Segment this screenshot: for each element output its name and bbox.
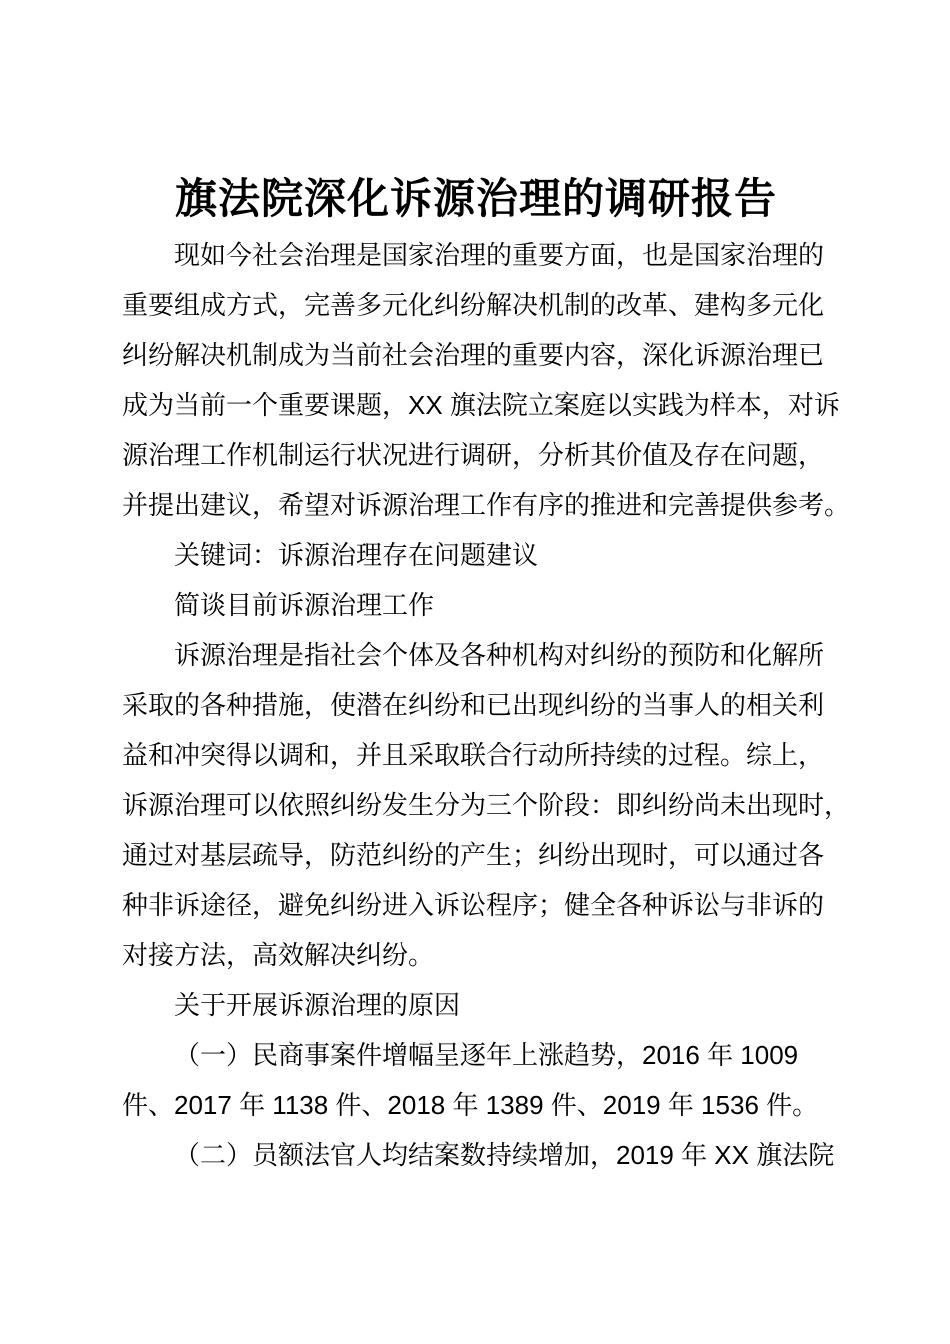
body-line-16: 关于开展诉源治理的原因 xyxy=(174,990,461,1020)
body-line-12: 诉源治理可以依照纠纷发生分为三个阶段：即纠纷尚未出现时， xyxy=(122,790,851,820)
body-line-9: 诉源治理是指社会个体及各种机构对纠纷的预防和化解所 xyxy=(174,640,825,670)
document-body xyxy=(122,230,851,1180)
document-content xyxy=(122,170,851,1180)
body-line-17: （一）民商事案件增幅呈逐年上涨趋势，2016 年 1009 xyxy=(174,1040,799,1070)
body-line-15: 对接方法，高效解决纠纷。 xyxy=(122,940,435,970)
body-line-6: 并提出建议，希望对诉源治理工作有序的推进和完善提供参考。 xyxy=(122,490,851,520)
body-line-14: 种非诉途径，避免纠纷进入诉讼程序；健全各种诉讼与非诉的 xyxy=(122,890,825,920)
body-line-2: 重要组成方式，完善多元化纠纷解决机制的改革、建构多元化 xyxy=(122,290,825,320)
body-line-3: 纠纷解决机制成为当前社会治理的重要内容，深化诉源治理已 xyxy=(122,340,825,370)
body-line-11: 益和冲突得以调和，并且采取联合行动所持续的过程。综上， xyxy=(122,740,825,770)
body-line-7: 关键词：诉源治理存在问题建议 xyxy=(174,540,539,570)
body-line-4: 成为当前一个重要课题，XX 旗法院立案庭以实践为样本，对诉 xyxy=(122,390,840,420)
body-line-13: 通过对基层疏导，防范纠纷的产生；纠纷出现时，可以通过各 xyxy=(122,840,825,870)
body-line-8: 简谈目前诉源治理工作 xyxy=(174,590,435,620)
body-line-1: 现如今社会治理是国家治理的重要方面，也是国家治理的 xyxy=(174,240,825,270)
body-line-10: 采取的各种措施，使潜在纠纷和已出现纠纷的当事人的相关利 xyxy=(122,690,825,720)
document-title: 旗法院深化诉源治理的调研报告 xyxy=(174,177,777,223)
body-line-18: 件、2017 年 1138 件、2018 年 1389 件、2019 年 1536 件。 xyxy=(122,1090,819,1120)
body-line-5: 源治理工作机制运行状况进行调研，分析其价值及存在问题， xyxy=(122,440,825,470)
body-line-19: （二）员额法官人均结案数持续增加，2019 年 XX 旗法院 xyxy=(174,1140,835,1170)
